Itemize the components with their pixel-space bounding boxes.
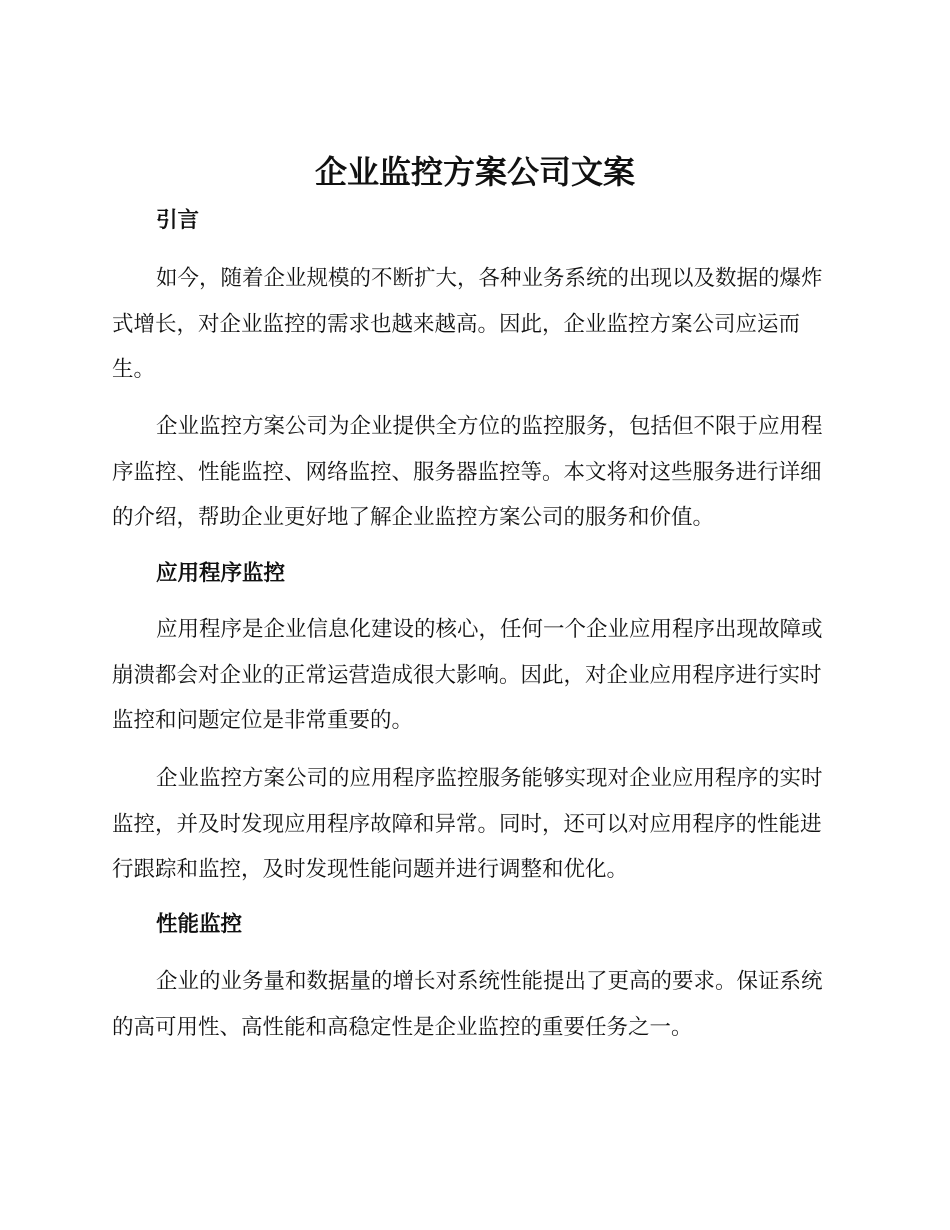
section-app-paragraph-1 (112, 607, 832, 744)
section-heading: 引言 (156, 208, 200, 233)
document-title: 企业监控方案公司文案 (314, 153, 635, 191)
paragraph: 如今，随着企业规模的不断扩大，各种业务系统的出现以及数据的爆炸式增长，对企业监控的需求也越来越高。因此，企业监控方案公司应运而生。 (112, 266, 823, 382)
section-app-monitoring (112, 551, 832, 597)
paragraph: 企业监控方案公司的应用程序监控服务能够实现对企业应用程序的实时监控，并及时发现应用程序故障和异常。同时，还可以对应用程序的性能进行跟踪和监控，及时发现性能问题并进行调整和优化。 (112, 766, 823, 882)
paragraph: 企业的业务量和数据量的增长对系统性能提出了更高的要求。保证系统的高可用性、高性能和高稳定性是企业监控的重要任务之一。 (112, 969, 823, 1040)
section-intro (112, 198, 832, 244)
section-app-paragraph-2 (112, 756, 832, 893)
section-heading: 性能监控 (156, 912, 243, 937)
section-intro-paragraph-1 (112, 256, 832, 393)
section-heading: 应用程序监控 (156, 561, 286, 586)
section-intro-paragraph-2 (112, 404, 832, 541)
paragraph: 企业监控方案公司为企业提供全方位的监控服务，包括但不限于应用程序监控、性能监控、网络监控、服务器监控等。本文将对这些服务进行详细的介绍，帮助企业更好地了解企业监控方案公司的服务和价值。 (112, 414, 823, 530)
section-performance-monitoring (112, 902, 832, 948)
section-performance-paragraph-1 (112, 959, 832, 1050)
paragraph: 应用程序是企业信息化建设的核心，任何一个企业应用程序出现故障或崩溃都会对企业的正常运营造成很大影响。因此，对企业应用程序进行实时监控和问题定位是非常重要的。 (112, 617, 823, 733)
